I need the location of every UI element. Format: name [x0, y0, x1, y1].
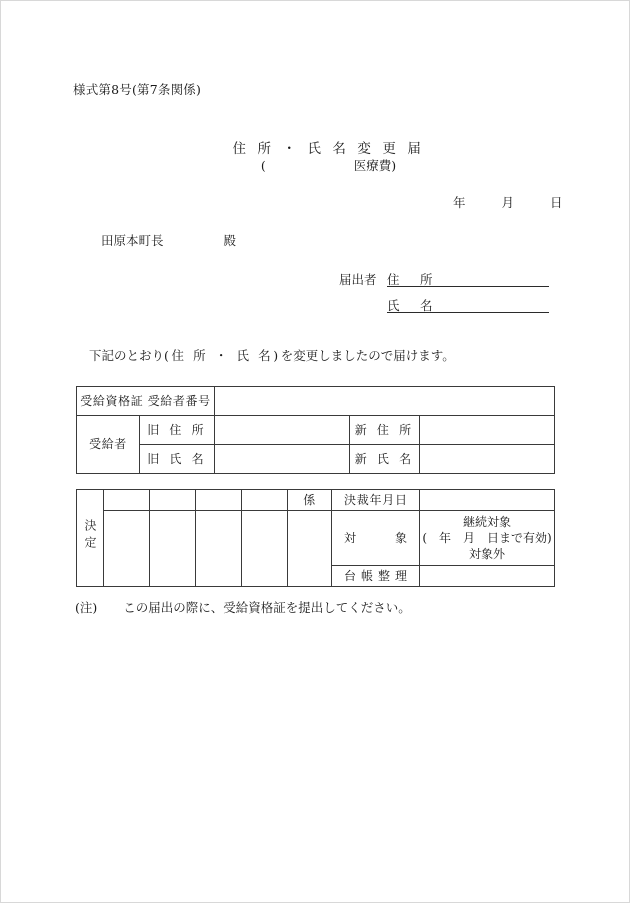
submitter-address-label: 住 所	[387, 272, 437, 287]
decision-table	[76, 489, 555, 587]
new-address-input[interactable]	[420, 416, 555, 445]
decision-blank-cell[interactable]	[288, 511, 332, 587]
page-title: 住 所 ・ 氏 名 変 更 届	[232, 141, 425, 157]
submitter-address-row	[387, 270, 549, 287]
addressee-name: 田原本町長	[101, 233, 164, 248]
old-name-input[interactable]	[215, 445, 350, 474]
decision-group-label: 決定	[77, 490, 104, 587]
submitter-label: 届出者	[339, 272, 377, 287]
recipient-number-input[interactable]	[215, 387, 555, 416]
approval-date-label: 決裁年月日	[332, 490, 420, 511]
table-row	[77, 445, 555, 474]
decision-blank-cell[interactable]	[150, 511, 196, 587]
old-address-label: 旧 住 所	[140, 416, 215, 445]
stamp-cell[interactable]	[196, 490, 242, 511]
table-row	[77, 387, 555, 416]
ledger-input[interactable]	[420, 566, 555, 587]
new-address-label: 新 住 所	[350, 416, 420, 445]
approval-date-input[interactable]	[420, 490, 555, 511]
target-validity-period: ( 年 月 日まで有効)	[422, 530, 552, 545]
stamp-cell[interactable]	[150, 490, 196, 511]
target-option-exclude: 対象外	[468, 547, 505, 562]
decision-blank-cell[interactable]	[242, 511, 288, 587]
old-address-input[interactable]	[215, 416, 350, 445]
submitter-name-row	[387, 296, 549, 313]
note-marker: (注)	[75, 600, 98, 615]
target-label: 対象	[332, 511, 420, 566]
clerk-label: 係	[288, 490, 332, 511]
stamp-cell[interactable]	[242, 490, 288, 511]
recipient-number-label: 受給資格証 受給者番号	[77, 387, 215, 416]
statement-line	[89, 346, 455, 364]
date-day-label: 日	[549, 195, 563, 210]
decision-blank-cell[interactable]	[104, 511, 150, 587]
table-row	[77, 416, 555, 445]
submitter-address-input[interactable]	[437, 272, 549, 287]
date-month-label: 月	[501, 195, 514, 210]
page-subtitle	[1, 156, 630, 174]
submitter-name-input[interactable]	[437, 298, 549, 313]
form-number: 様式第8号(第7条関係)	[73, 82, 202, 97]
ledger-label: 台帳整理	[332, 566, 420, 587]
addressee-line	[101, 231, 236, 249]
target-option-continue: 継続対象	[462, 514, 511, 529]
subtitle-open-paren: (	[260, 158, 266, 173]
stamp-cell[interactable]	[104, 490, 150, 511]
table-row	[77, 490, 555, 511]
date-year-label: 年	[453, 195, 466, 210]
statement-prefix: 下記のとおり	[89, 348, 165, 363]
footer-note	[75, 598, 411, 616]
submitter-name-label: 氏 名	[387, 298, 437, 313]
new-name-input[interactable]	[420, 445, 555, 474]
table-row	[77, 511, 555, 566]
decision-blank-cell[interactable]	[196, 511, 242, 587]
date-line	[453, 193, 562, 211]
statement-suffix: を変更しましたので届けます。	[280, 348, 455, 363]
statement-paren: (住 所 ・ 氏 名)	[164, 348, 281, 363]
note-text: この届出の際に、受給資格証を提出してください。	[123, 600, 411, 615]
addressee-honorific: 殿	[223, 233, 236, 248]
new-name-label: 新 氏 名	[350, 445, 420, 474]
recipient-table	[76, 386, 555, 474]
recipient-group-label: 受給者	[77, 416, 140, 474]
subtitle-text: 医療費)	[353, 158, 397, 173]
target-options[interactable]	[420, 511, 555, 566]
old-name-label: 旧 氏 名	[140, 445, 215, 474]
